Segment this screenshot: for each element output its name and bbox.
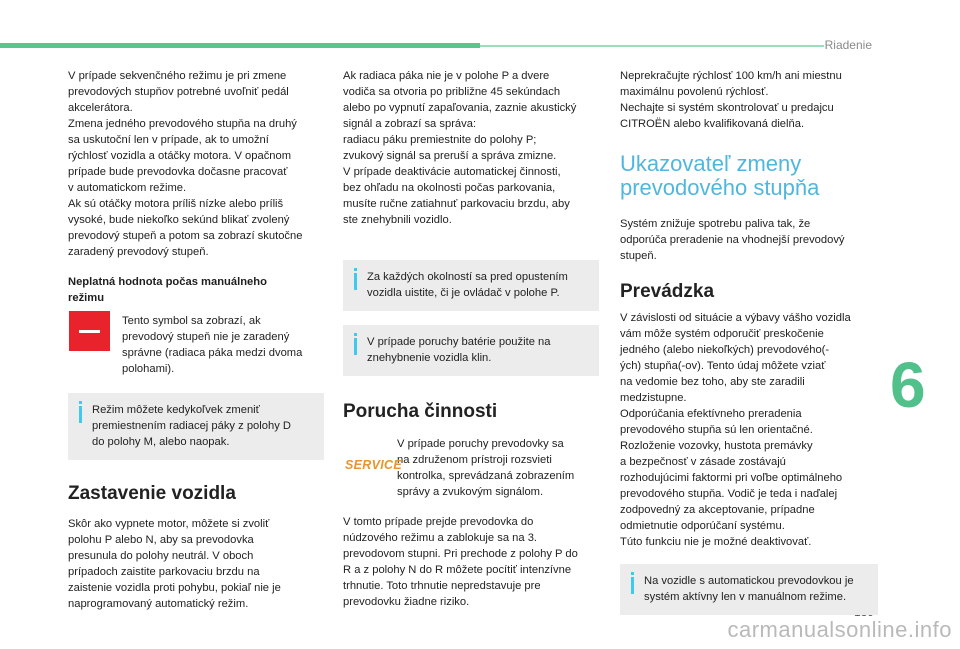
note-box-automatic: [620, 564, 878, 615]
chapter-number: 6: [890, 349, 926, 421]
watermark: carmanualsonline.info: [727, 617, 952, 642]
note-leaving-text: Za každých okolností sa pred opustením vozidla uistite, či je ovládač v polohe P.: [367, 271, 568, 299]
note-battery-text: V prípade poruchy batérie použite na znehybnenie vozidla klin.: [367, 336, 551, 364]
column-3: [620, 68, 880, 615]
gear-indicator-heading: Ukazovateľ zmeny prevodového stupňa: [620, 151, 820, 200]
note-box-battery: [343, 325, 599, 376]
column-2: [343, 68, 601, 610]
speed-limit-text: Neprekračujte rýchlosť 100 km/h ani miestnu maximálnu povolenú rýchlosť. Nechajte si systém skontrolovať u predajcu CITROËN alebo kvalifikovaná dielňa.: [620, 70, 842, 130]
header-accent-line: [480, 45, 824, 47]
info-icon: [350, 333, 362, 355]
note-box-leaving: [343, 260, 599, 311]
fault-heading: Porucha činnosti: [343, 401, 498, 422]
service-warning-icon: SERVICE: [345, 458, 402, 472]
sequential-mode-text: V prípade sekvenčného režimu je pri zmene prevodových stupňov potrebné uvoľniť pedál akcelerátora. Zmena jedného prevodového stupňa na druhý sa uskutoční len v prípade, ak to umožní rýchlosť vozidla a otáčky motora. V opačnom prípade bude prevodovka dočasne pracovať v automatickom režime. Ak sú otáčky motora príliš nízke alebo príliš vysoké, bude niekoľko sekúnd blikať zvolený prevodový stupeň a potom sa zobrazí skutočne zaradený prevodový stupeň.: [68, 70, 303, 258]
note-box-mode-change: [68, 393, 324, 460]
fault-text: V prípade poruchy prevodovky sa na združenom prístroji rozsvieti kontrolka, sprevádzaná zobrazením správy a zvukovým signálom.: [397, 438, 575, 498]
fault-text-2: V tomto prípade prejde prevodovka do núdzového režimu a zablokuje sa na 3. prevodovom stupni. Pri prechode z polohy P do R a z polohy N do R môžete pocítiť intenzívne trhnutie. Toto trhnutie nepredstavuje pre prevodovku žiadne riziko.: [343, 516, 578, 608]
park-warning-text: Ak radiaca páka nie je v polohe P a dvere vodiča sa otvoria po približne 45 sekúndach alebo po vypnutí zapaľovania, zaznie akustický signál a zobrazí sa správa: radiacu páku premiestnite do polohy P; zvukový signál sa preruší a správa zmizne. V prípade deaktivácie automatickej činnosti, bez ohľadu na okolnosti počas parkovania, musíte ručne zatiahnuť parkovaciu brzdu, aby ste znehybnili vozidlo.: [343, 70, 577, 226]
invalid-value-text: Tento symbol sa zobrazí, ak prevodový stupeň nie je zaradený správne (radiaca páka medzi dvoma polohami).: [122, 315, 303, 375]
operation-text: V závislosti od situácie a výbavy vášho vozidla vám môže systém odporučiť preskočenie jedného (alebo niekoľkých) prevodového(- ých) stupňa(-ov). Tento údaj môžete vziať na vedomie bez toho, aby ste zaradili medzistupne. Odporúčania efektívneho preradenia prevodového stupňa sú len orientačné. Rozloženie vozovky, hustota premávky a bezpečnosť v zásade zostávajú rozhodujúcimi faktormi pri voľbe optimálneho prevodového stupňa. Vodič je teda i naďalej zodpovedný za akceptovanie, prípadne odmietnutie odporúčaní systému. Túto funkciu nie je možné deaktivovať.: [620, 312, 851, 548]
stop-vehicle-text: Skôr ako vypnete motor, môžete si zvoliť polohu P alebo N, aby sa prevodovka presunula do polohy neutrál. V oboch prípadoch zaistite parkovaciu brzdu na zaistenie vozidla proti pohybu, pokiaľ nie je naprogramovaný automatický režim.: [68, 518, 281, 610]
operation-heading: Prevádzka: [620, 281, 715, 302]
gear-invalid-icon: [69, 311, 110, 351]
section-title: Riadenie: [824, 38, 872, 52]
gear-indicator-text: Systém znižuje spotrebu paliva tak, že odporúča preradenie na vhodnejší prevodový stupeň.: [620, 218, 845, 262]
info-icon: [350, 268, 362, 290]
note-automatic-text: Na vozidle s automatickou prevodovkou je systém aktívny len v manuálnom režime.: [644, 575, 854, 603]
header-accent-bar: [0, 43, 480, 48]
stop-vehicle-heading: Zastavenie vozidla: [68, 483, 236, 504]
info-icon: [75, 401, 87, 423]
note-mode-change-text: Režim môžete kedykoľvek zmeniť premiestnením radiacej páky z polohy D do polohy M, alebo naopak.: [92, 404, 291, 448]
invalid-value-heading: Neplatná hodnota počas manuálneho režimu: [68, 276, 267, 304]
info-icon: [627, 572, 639, 594]
